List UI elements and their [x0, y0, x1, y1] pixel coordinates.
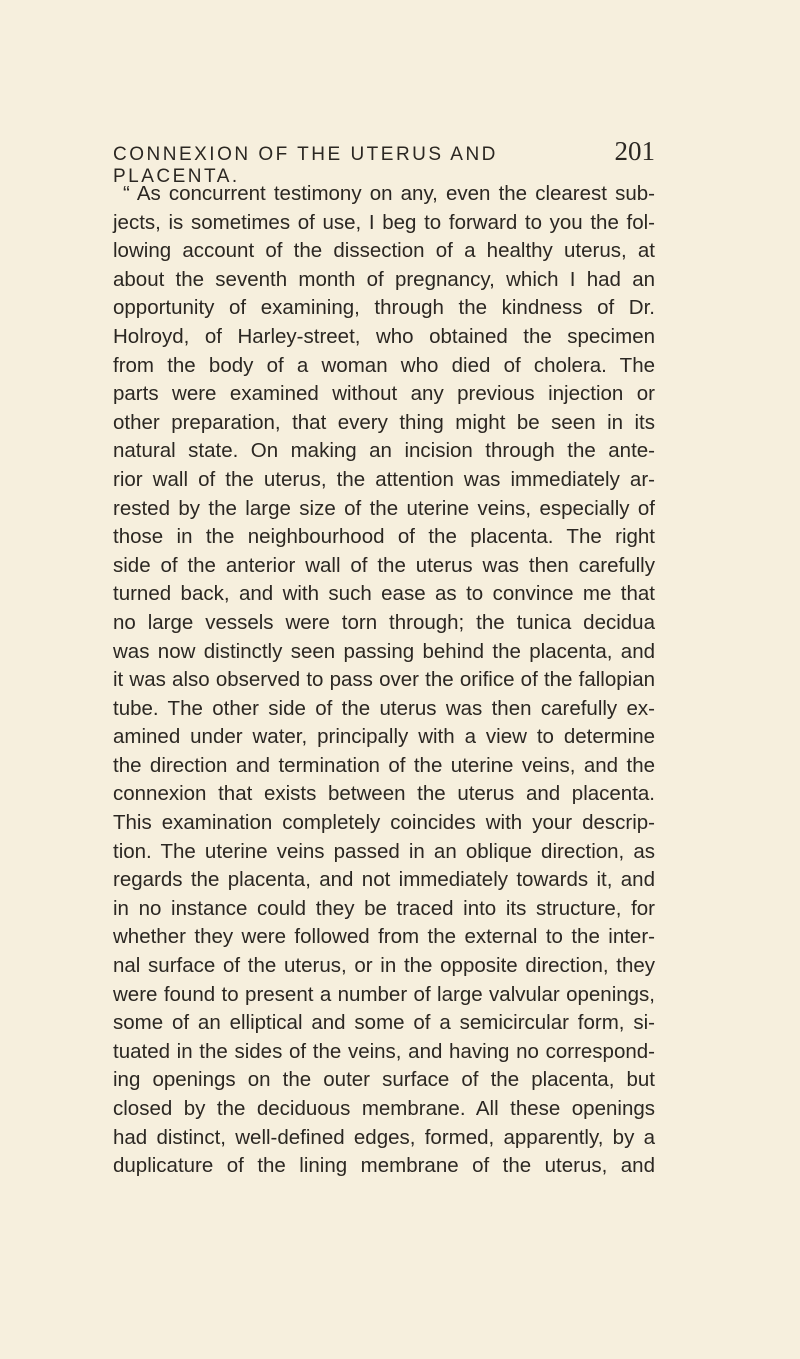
text-line: in no instance could they be traced into its structure, for — [113, 896, 655, 920]
text-line: lowing account of the dissection of a healthy uterus, at — [113, 239, 655, 263]
text-line: about the seventh month of pregnancy, which I had an — [113, 267, 655, 291]
text-line: This examination completely coincides with your descrip- — [113, 811, 655, 835]
text-line: other preparation, that every thing might be seen in its — [113, 410, 655, 434]
text-line: turned back, and with such ease as to convince me that — [113, 582, 655, 606]
text-line: Holroyd, of Harley-street, who obtained the specimen — [113, 324, 655, 348]
text-line: those in the neighbourhood of the placenta. The right — [113, 525, 655, 549]
running-title: CONNEXION OF THE UTERUS AND PLACENTA. — [113, 144, 498, 187]
text-line: some of an elliptical and some of a semicircular form, si- — [113, 1011, 655, 1035]
text-line: the direction and termination of the uterine veins, and the — [113, 753, 655, 777]
text-line: were found to present a number of large valvular openings, — [113, 982, 655, 1006]
text-line: rested by the large size of the uterine veins, especially of — [113, 496, 655, 520]
text-line: was now distinctly seen passing behind the placenta, and — [113, 639, 655, 663]
text-line: nal surface of the uterus, or in the opposite direction, they — [113, 954, 655, 978]
text-line: natural state. On making an incision through the ante- — [113, 439, 655, 463]
text-line: amined under water, principally with a view to determine — [113, 725, 655, 749]
text-line: parts were examined without any previous injection or — [113, 382, 655, 406]
text-line: “ As concurrent testimony on any, even the clearest sub- — [123, 182, 655, 205]
text-line: no large vessels were torn through; the tunica decidua — [113, 610, 655, 634]
text-line: tion. The uterine veins passed in an oblique direction, as — [113, 839, 655, 863]
text-line: had distinct, well-defined edges, formed, apparently, by a — [113, 1125, 655, 1149]
text-line: regards the placenta, and not immediately towards it, and — [113, 868, 655, 892]
running-head — [113, 136, 655, 187]
text-line: opportunity of examining, through the kindness of Dr. — [113, 296, 655, 320]
text-line: it was also observed to pass over the orifice of the fallopian — [113, 668, 655, 692]
page-number: 201 — [614, 136, 655, 166]
text-line: rior wall of the uterus, the attention was immediately ar- — [113, 467, 655, 491]
text-line: from the body of a woman who died of cholera. The — [113, 353, 655, 377]
body-paragraph — [113, 180, 655, 1181]
text-line: duplicature of the lining membrane of the uterus, and — [113, 1154, 655, 1178]
text-line: ing openings on the outer surface of the placenta, but — [113, 1068, 655, 1092]
text-line: side of the anterior wall of the uterus was then carefully — [113, 553, 655, 577]
text-line: whether they were followed from the external to the inter- — [113, 925, 655, 949]
text-line: jects, is sometimes of use, I beg to forward to you the fol- — [113, 210, 655, 234]
text-line: tube. The other side of the uterus was then carefully ex- — [113, 696, 655, 720]
text-line: connexion that exists between the uterus and placenta. — [113, 782, 655, 806]
text-line: tuated in the sides of the veins, and having no correspond- — [113, 1039, 655, 1063]
text-line: closed by the deciduous membrane. All these openings — [113, 1097, 655, 1120]
